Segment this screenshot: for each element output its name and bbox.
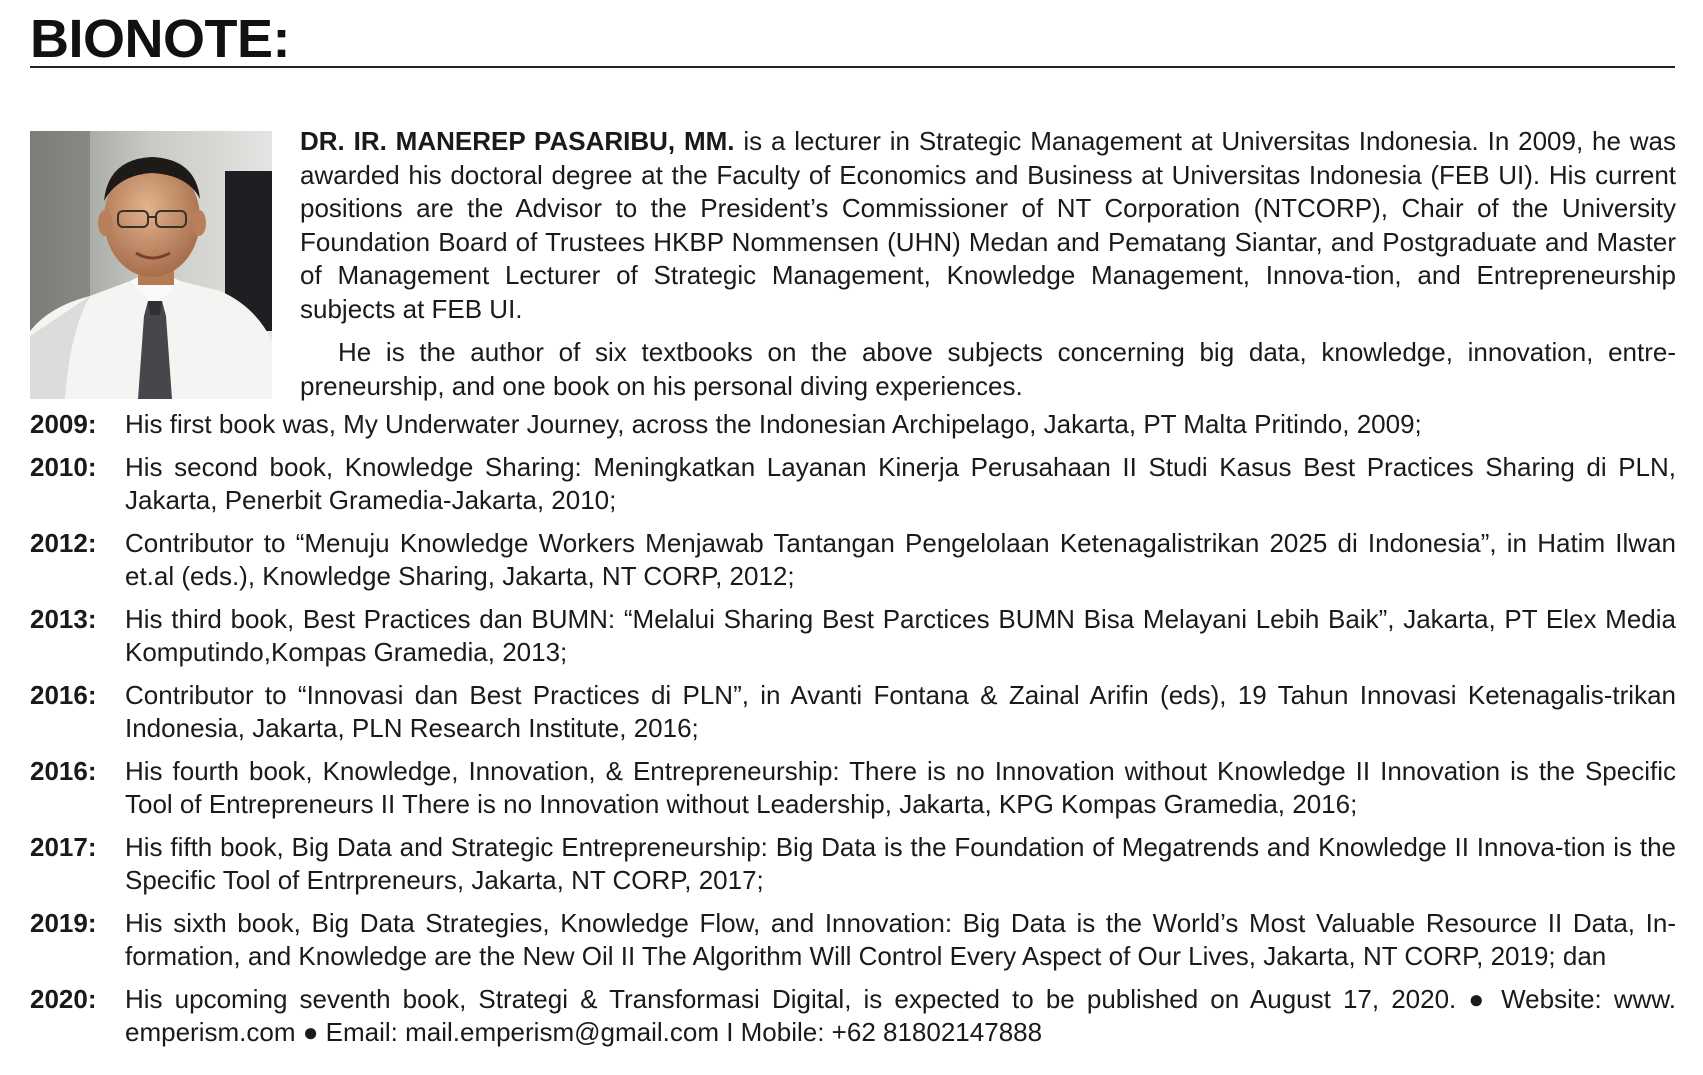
entry-text: His sixth book, Big Data Strategies, Knowledge Flow, and Innovation: Big Data is the World’s Most Valuable Resource II Data, In-formation, and Knowledge are the New Oil II The Algorithm Will Control Every Aspect of Our Lives, Jakarta, NT CORP, 2019; dan [125, 908, 1676, 971]
entry-text: His fifth book, Big Data and Strategic Entrepreneurship: Big Data is the Foundation of Megatrends and Knowledge II Innova-tion is the Specific Tool of Entrpreneurs, Jakarta, NT CORP, 2017; [125, 832, 1676, 895]
entry-text: His second book, Knowledge Sharing: Meningkatkan Layanan Kinerja Perusahaan II Studi Kasus Best Practices Sharing di PLN, Jakarta, Penerbit Gramedia-Jakarta, 2010; [125, 452, 1676, 515]
list-item [30, 451, 1676, 517]
entry-year: 2019: [30, 908, 97, 938]
entry-text: His first book was, My Underwater Journey, across the Indonesian Archipelago, Jakarta, PT Malta Pritindo, 2009; [125, 409, 1422, 439]
entry-year: 2016: [30, 680, 97, 710]
bio-paragraph-2: He is the author of six textbooks on the above subjects concerning big data, knowledge, innovation, entre-preneurship, and one book on his personal diving experiences. [300, 337, 1676, 401]
publication-list [30, 408, 1676, 1059]
entry-year: 2013: [30, 604, 97, 634]
entry-year: 2020: [30, 984, 97, 1014]
entry-year: 2010: [30, 452, 97, 482]
bio-paragraph-1 [300, 125, 1676, 326]
list-item [30, 527, 1676, 593]
list-item [30, 983, 1676, 1049]
list-item [30, 907, 1676, 973]
list-item [30, 408, 1676, 441]
entry-year: 2012: [30, 528, 97, 558]
entry-text: His fourth book, Knowledge, Innovation, & Entrepreneurship: There is no Innovation without Knowledge II Innovation is the Specific Tool of Entrepreneurs II There is no Innovation without Leadership, Jakarta, KPG Kompas Gramedia, 2016; [125, 756, 1676, 819]
entry-text: His upcoming seventh book, Strategi & Transformasi Digital, is expected to be published on August 17, 2020. ● Website: www. emperism.com ● Email: mail.emperism@gmail.com I Mobile: +62 81802147888 [125, 984, 1676, 1047]
list-item [30, 831, 1676, 897]
page-title: BIONOTE: [30, 9, 290, 69]
entry-text: Contributor to “Menuju Knowledge Workers Menjawab Tantangan Pengelolaan Ketenagalistrikan 2025 di Indonesia”, in Hatim Ilwan et.al (eds.), Knowledge Sharing, Jakarta, NT CORP, 2012; [125, 528, 1676, 591]
entry-year: 2017: [30, 832, 97, 862]
list-item [30, 603, 1676, 669]
bio-intro-text: is a lecturer in Strategic Management at Universitas Indonesia. In 2009, he was awarded his doctoral degree at the Faculty of Economics and Business at Universitas Indonesia (FEB UI). His current positions are the Advisor to the President’s Commissioner of NT Corporation (NTCORP), Chair of the University Foundation Board of Trustees HKBP Nommensen (UHN) Medan and Pematang Siantar, and Postgraduate and Master of Management Lecturer of Strategic Management, Knowledge Management, Innova-tion, and Entrepreneurship subjects at FEB UI. [300, 126, 1676, 324]
entry-text: His third book, Best Practices dan BUMN: “Melalui Sharing Best Parctices BUMN Bisa Melayani Lebih Baik”, Jakarta, PT Elex Media Komputindo,Kompas Gramedia, 2013; [125, 604, 1676, 667]
author-portrait [30, 131, 272, 399]
entry-year: 2016: [30, 756, 97, 786]
author-name: DR. IR. MANEREP PASARIBU, MM. [300, 126, 735, 156]
entry-year: 2009: [30, 409, 97, 439]
list-item [30, 755, 1676, 821]
title-divider [30, 66, 1675, 68]
list-item [30, 679, 1676, 745]
biography [300, 125, 1676, 403]
entry-text: Contributor to “Innovasi dan Best Practices di PLN”, in Avanti Fontana & Zainal Arifin (eds), 19 Tahun Innovasi Ketenagalis-trikan Indonesia, Jakarta, PLN Research Institute, 2016; [125, 680, 1676, 743]
